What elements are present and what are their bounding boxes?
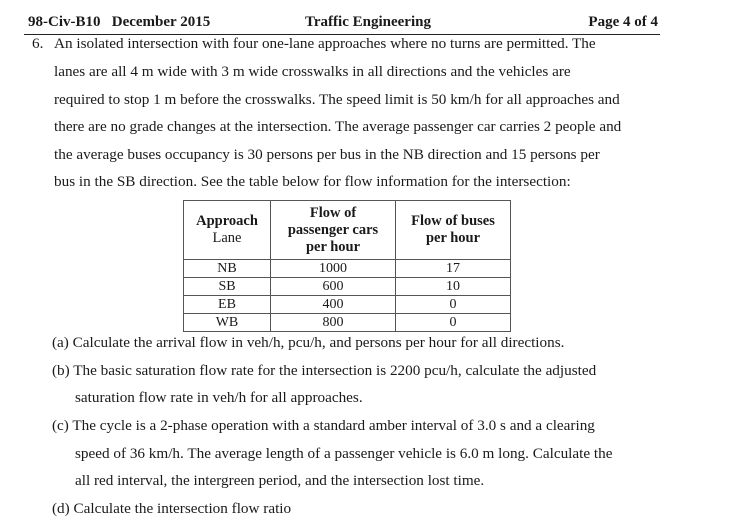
question-line-2: lanes are all 4 m wide with 3 m wide crosswalks in all directions and the vehicles are [54, 63, 571, 80]
course-code-and-date [28, 14, 210, 31]
flow-table [183, 200, 511, 332]
cell-cars: 600 [271, 278, 396, 296]
page-number: Page 4 of 4 [588, 14, 658, 30]
cell-buses: 0 [396, 314, 511, 332]
question-line-4: there are no grade changes at the intersection. The average passenger car carries 2 people and [54, 118, 622, 135]
table-row [184, 296, 511, 314]
question-line-5: the average buses occupancy is 30 persons per bus in the NB direction and 15 persons per [54, 146, 600, 163]
cell-cars: 1000 [271, 260, 396, 278]
cell-cars: 800 [271, 314, 396, 332]
part-c: (c) The cycle is a 2-phase operation with a standard amber interval of 3.0 s and a clearing [52, 417, 595, 434]
part-b: (b) The basic saturation flow rate for the intersection is 2200 pcu/h, calculate the adjusted [52, 362, 597, 379]
question-line-6: bus in the SB direction. See the table below for flow information for the intersection: [54, 173, 571, 190]
table-row [184, 260, 511, 278]
page-header [24, 12, 660, 35]
part-c-continued-1: speed of 36 km/h. The average length of a passenger vehicle is 6.0 m long. Calculate the [75, 445, 613, 462]
table-row [184, 314, 511, 332]
header-buses: Flow of buses per hour [396, 201, 511, 260]
part-a: (a) Calculate the arrival flow in veh/h, pcu/h, and persons per hour for all directions. [52, 334, 565, 351]
cell-buses: 10 [396, 278, 511, 296]
header-approach: Approach Lane [184, 201, 271, 260]
exam-date: December 2015 [111, 14, 211, 30]
cell-approach: SB [184, 278, 271, 296]
part-d: (d) Calculate the intersection flow ratio [52, 500, 292, 517]
cell-approach: EB [184, 296, 271, 314]
subject-title: Traffic Engineering [305, 14, 431, 30]
header-passenger-cars: Flow of passenger cars per hour [271, 201, 396, 260]
cell-approach: WB [184, 314, 271, 332]
course-code: 98-Civ-B10 [28, 14, 101, 30]
cell-approach: NB [184, 260, 271, 278]
cell-cars: 400 [271, 296, 396, 314]
question-line-1: An isolated intersection with four one-lane approaches where no turns are permitted. The [54, 35, 596, 52]
part-b-continued: saturation flow rate in veh/h for all approaches. [75, 389, 363, 406]
cell-buses: 17 [396, 260, 511, 278]
cell-buses: 0 [396, 296, 511, 314]
table-header-row [184, 201, 511, 260]
table-row [184, 278, 511, 296]
question-number: 6. [32, 35, 44, 52]
part-c-continued-2: all red interval, the intergreen period, and the intersection lost time. [75, 472, 485, 489]
question-line-3: required to stop 1 m before the crosswalks. The speed limit is 50 km/h for all approaches and [54, 91, 620, 108]
